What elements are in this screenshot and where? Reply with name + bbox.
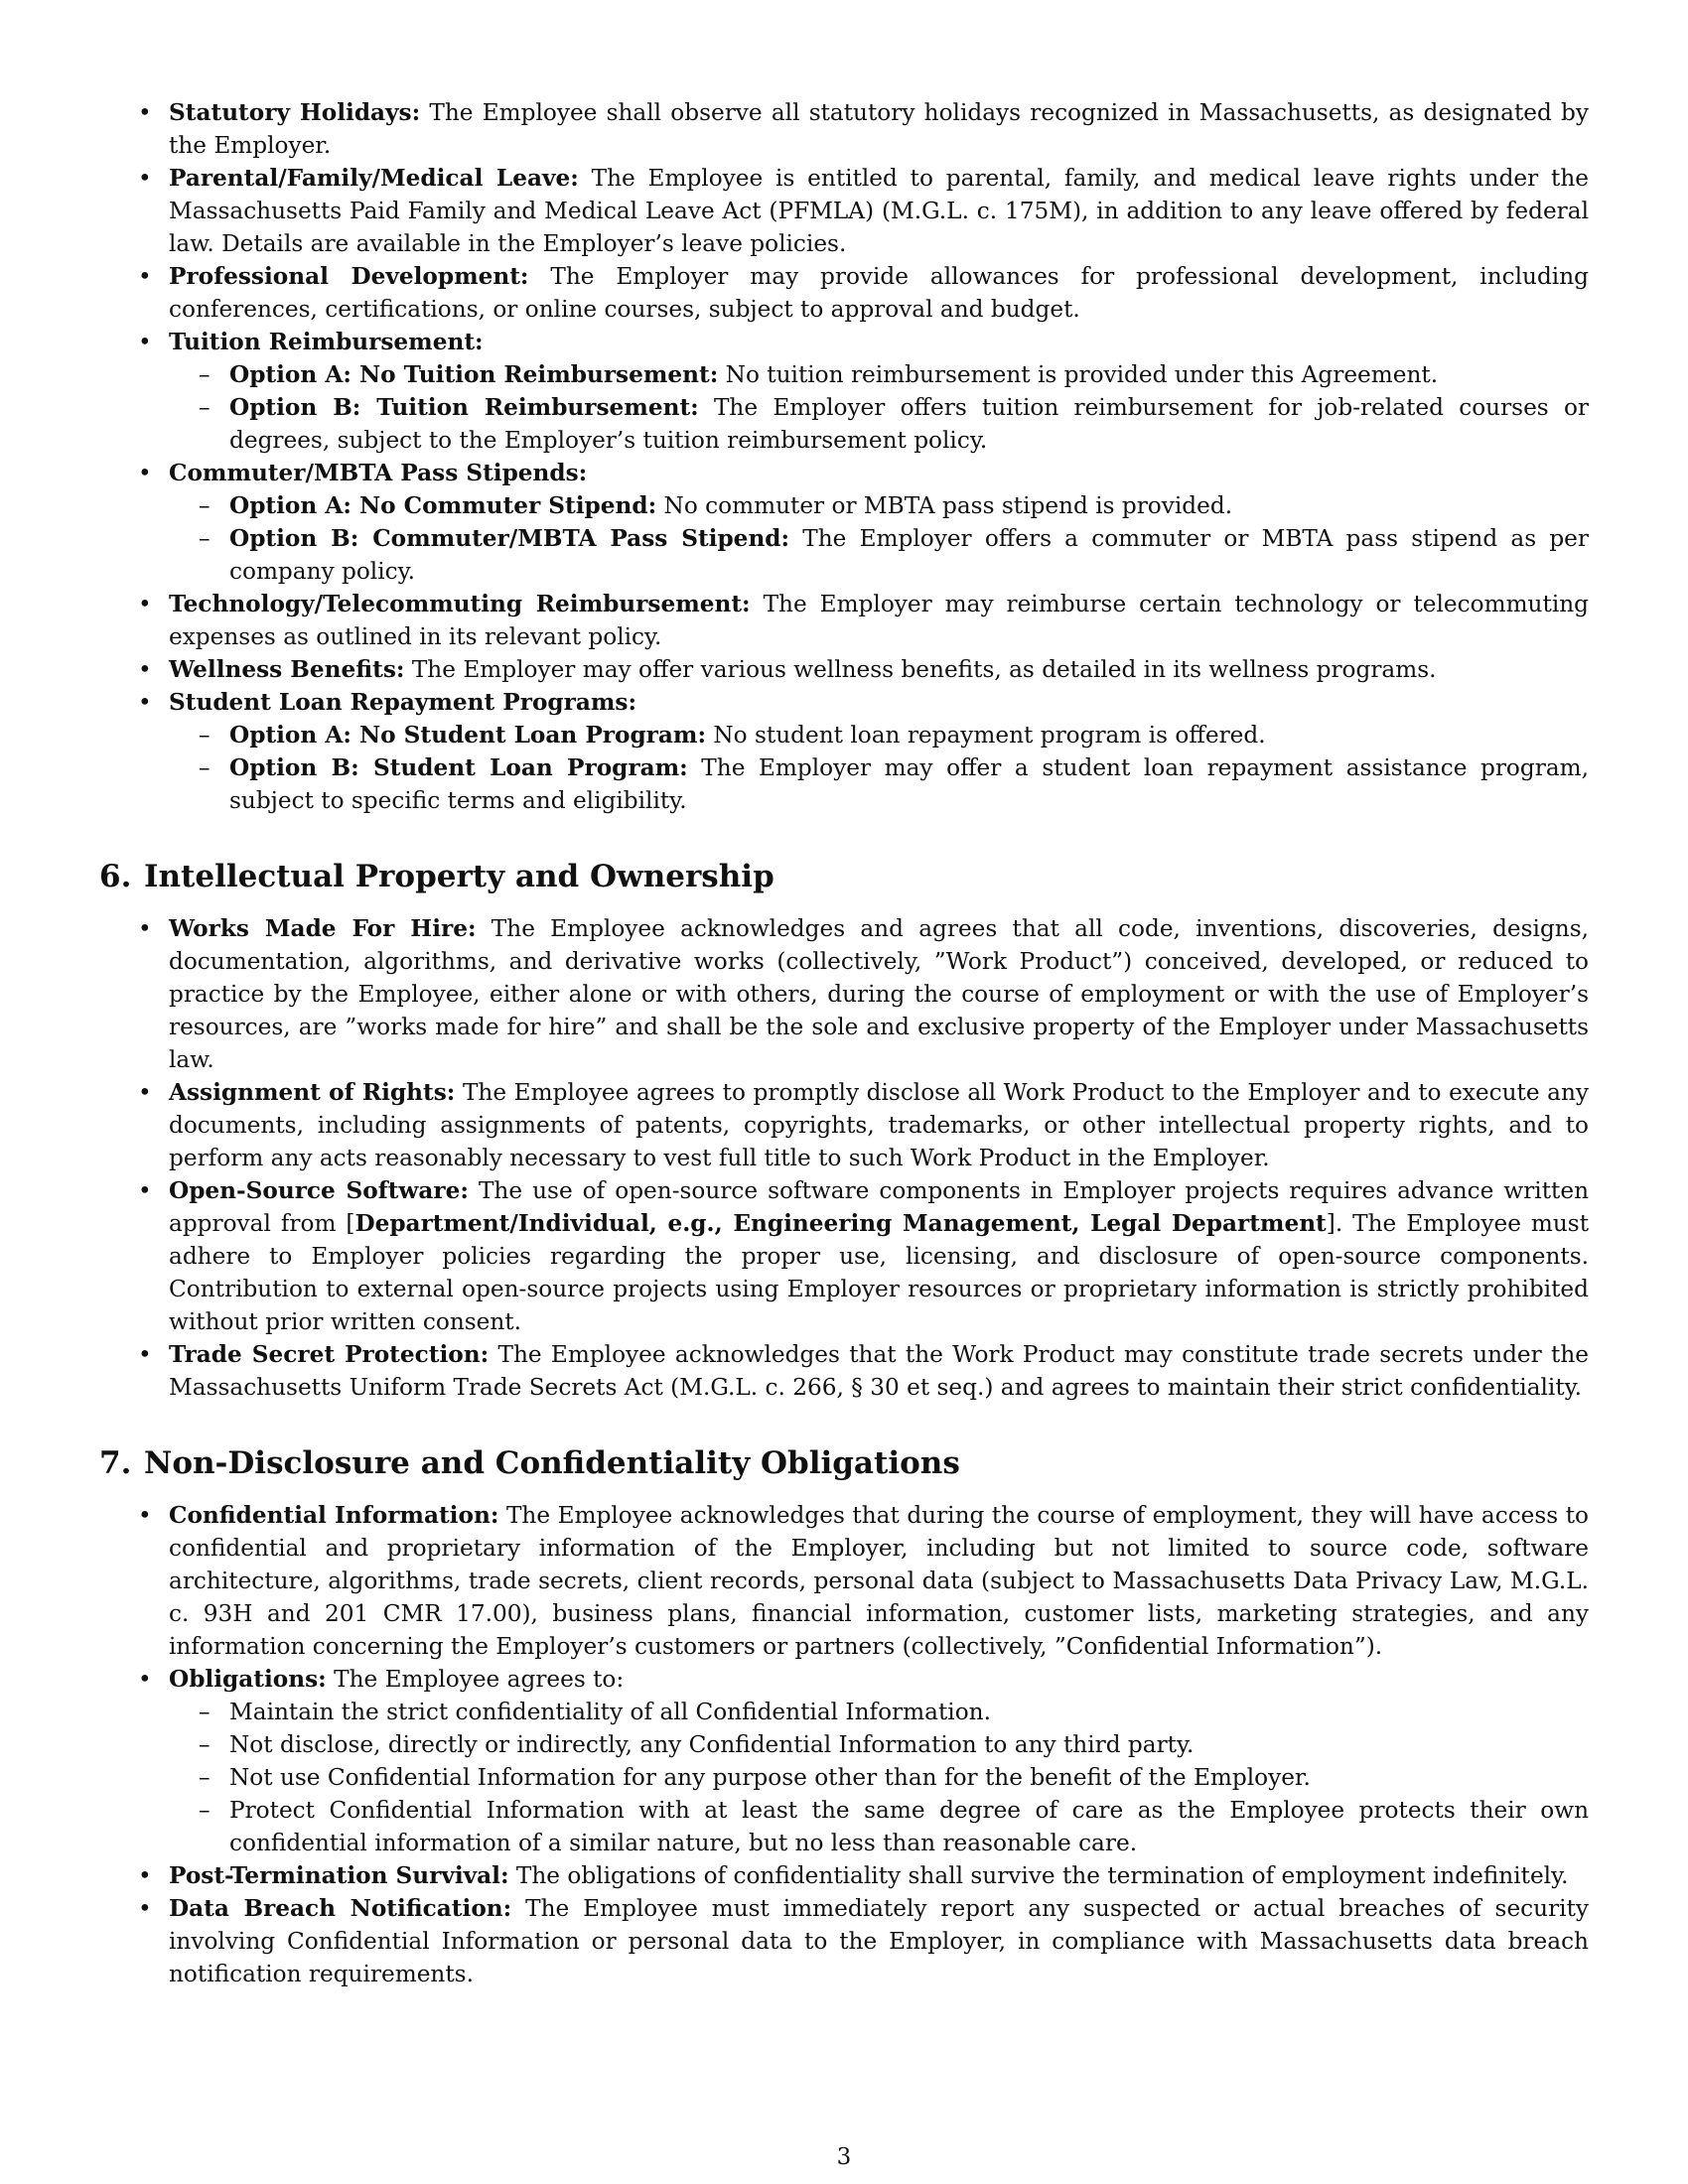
list-item <box>99 686 1589 817</box>
item-text: The Employee is entitled to parental, family, and medical leave rights under the Massachusetts Paid Family and Medical Leave Act (PFMLA) (M.G.L. c. 175M), in addition to any leave offered by federal law. Details are available in the Employer’s leave policies. <box>169 165 1590 257</box>
list-item <box>99 912 1589 1076</box>
sub-item <box>169 489 1589 522</box>
item-term: Works Made For Hire: <box>169 915 477 942</box>
list-item <box>99 1174 1589 1338</box>
sub-item <box>169 522 1589 588</box>
page-number: 3 <box>836 2144 852 2170</box>
option-term: Option B: Tuition Reimbursement: <box>229 394 699 421</box>
option-term: Option A: No Commuter Stipend: <box>229 492 657 519</box>
option-text: No commuter or MBTA pass stipend is provided. <box>663 492 1233 519</box>
item-text: The Employee shall observe all statutory holidays recognized in Massachusetts, as designated by the Employer. <box>169 99 1589 159</box>
sub-item <box>169 391 1589 457</box>
item-term: Obligations: <box>169 1666 327 1693</box>
section-number: 7. <box>99 1445 132 1481</box>
option-text: The Employer offers a commuter or MBTA pass stipend as per company policy. <box>229 525 1589 585</box>
item-text: The use of open-source software components in Employer projects requires advance written approval from [ <box>169 1177 1589 1237</box>
benefits-list <box>99 96 1589 817</box>
option-term: Option B: Student Loan Program: <box>229 754 688 781</box>
section-title: Non-Disclosure and Confidentiality Obligations <box>144 1445 960 1481</box>
option-term: Option A: No Student Loan Program: <box>229 722 706 749</box>
document-body <box>99 96 1589 1990</box>
item-term: Wellness Benefits: <box>169 656 405 683</box>
list-item <box>99 457 1589 588</box>
option-text: No student loan repayment program is offered. <box>713 722 1266 749</box>
list-item <box>99 1663 1589 1859</box>
item-term: Confidential Information: <box>169 1502 499 1529</box>
list-item <box>99 162 1589 260</box>
list-item <box>99 1076 1589 1174</box>
section-title: Intellectual Property and Ownership <box>144 859 774 894</box>
item-term: Parental/Family/Medical Leave: <box>169 165 579 192</box>
option-text: No tuition reimbursement is provided under this Agreement. <box>725 361 1439 388</box>
list-item <box>99 1892 1589 1990</box>
item-term: Trade Secret Protection: <box>169 1341 490 1368</box>
item-text: The Employee acknowledges that the Work Product may constitute trade secrets under the Massachusetts Uniform Trade Secrets Act (M.G.L. c. 266, § 30 et seq.) and agrees to maintain their strict confidentiality. <box>169 1341 1589 1401</box>
item-term: Open-Source Software: <box>169 1177 469 1204</box>
option-text: The Employer offers tuition reimbursement for job-related courses or degrees, subject to the Employer’s tuition reimbursement policy. <box>229 394 1589 454</box>
list-item <box>99 326 1589 457</box>
item-text: The Employee agrees to: <box>334 1666 625 1693</box>
item-term: Student Loan Repayment Programs: <box>169 689 637 716</box>
sub-item: – Not use Confidential Information for any purpose other than for the benefit of the Employer. <box>169 1761 1589 1794</box>
item-text: The Employee must immediately report any suspected or actual breaches of security involving Confidential Information or personal data to the Employer, in compliance with Massachusetts data breach notification requirements. <box>169 1895 1590 1987</box>
option-term: Option B: Commuter/MBTA Pass Stipend: <box>229 525 790 552</box>
section-7-heading <box>99 1443 1589 1483</box>
section-7-list <box>99 1499 1589 1990</box>
section-number: 6. <box>99 859 132 894</box>
list-item <box>99 1499 1589 1663</box>
item-term: Data Breach Notification: <box>169 1895 512 1922</box>
list-item <box>99 653 1589 686</box>
obligations-list <box>169 1696 1589 1859</box>
placeholder-text: Department/Individual, e.g., Engineering Management, Legal Department <box>354 1210 1327 1237</box>
item-text: The obligations of confidentiality shall survive the termination of employment indefinitely. <box>515 1862 1569 1889</box>
item-text: The Employee acknowledges and agrees that all code, inventions, discoveries, designs, documentation, algorithms, and derivative works (collectively, ”Work Product”) conceived, developed, or reduced to practice by the Employee, either alone or with others, during the course of employment or with the use of Employer’s resources, are ”works made for hire” and shall be the sole and exclusive property of the Employer under Massachusetts law. <box>169 915 1589 1073</box>
sub-item <box>169 358 1589 391</box>
sub-item: – Protect Confidential Information with at least the same degree of care as the Employee protects their own confidential information of a similar nature, but no less than reasonable care. <box>169 1794 1589 1859</box>
commuter-options <box>169 489 1589 588</box>
item-term: Assignment of Rights: <box>169 1079 456 1106</box>
sub-item <box>169 719 1589 751</box>
item-term: Statutory Holidays: <box>169 99 421 126</box>
item-text: The Employee agrees to promptly disclose all Work Product to the Employer and to execute any documents, including assignments of patents, copyrights, trademarks, or other intellectual property rights, and to perform any acts reasonably necessary to vest full title to such Work Product in the Employer. <box>169 1079 1590 1171</box>
item-term: Professional Development: <box>169 263 529 290</box>
item-term: Commuter/MBTA Pass Stipends: <box>169 460 588 486</box>
item-term: Tuition Reimbursement: <box>169 329 484 355</box>
list-item <box>99 260 1589 326</box>
item-text: The Employer may offer various wellness benefits, as detailed in its wellness programs. <box>411 656 1437 683</box>
list-item <box>99 96 1589 162</box>
item-term: Post-Termination Survival: <box>169 1862 509 1889</box>
list-item <box>99 1338 1589 1404</box>
item-term: Technology/Telecommuting Reimbursement: <box>169 591 751 617</box>
list-item <box>99 588 1589 653</box>
sub-item <box>169 751 1589 817</box>
item-text: The Employee acknowledges that during the course of employment, they will have access to confidential and proprietary information of the Employer, including but not limited to source code, software architecture, algorithms, trade secrets, client records, personal data (subject to Massachusetts Data Privacy Law, M.G.L. c. 93H and 201 CMR 17.00), business plans, financial information, customer lists, marketing strategies, and any information concerning the Employer’s customers or partners (collectively, ”Confidential Information”). <box>169 1502 1590 1660</box>
loan-options <box>169 719 1589 817</box>
section-6-heading <box>99 857 1589 896</box>
item-text: ]. The Employee must adhere to Employer policies regarding the proper use, licensing, and disclosure of open-source components. Contribution to external open-source projects using Employer resources or proprietary information is strictly prohibited without prior written consent. <box>169 1210 1590 1335</box>
sub-item: – Maintain the strict confidentiality of all Confidential Information. <box>169 1696 1589 1728</box>
section-6-list <box>99 912 1589 1404</box>
item-text: The Employer may reimburse certain technology or telecommuting expenses as outlined in its relevant policy. <box>169 591 1590 650</box>
option-term: Option A: No Tuition Reimbursement: <box>229 361 719 388</box>
option-text: The Employer may offer a student loan repayment assistance program, subject to specific terms and eligibility. <box>229 754 1589 814</box>
item-text: The Employer may provide allowances for professional development, including conferences, certifications, or online courses, subject to approval and budget. <box>169 263 1589 323</box>
tuition-options <box>169 358 1589 457</box>
sub-item: – Not disclose, directly or indirectly, any Confidential Information to any third party. <box>169 1728 1589 1761</box>
list-item <box>99 1859 1589 1892</box>
